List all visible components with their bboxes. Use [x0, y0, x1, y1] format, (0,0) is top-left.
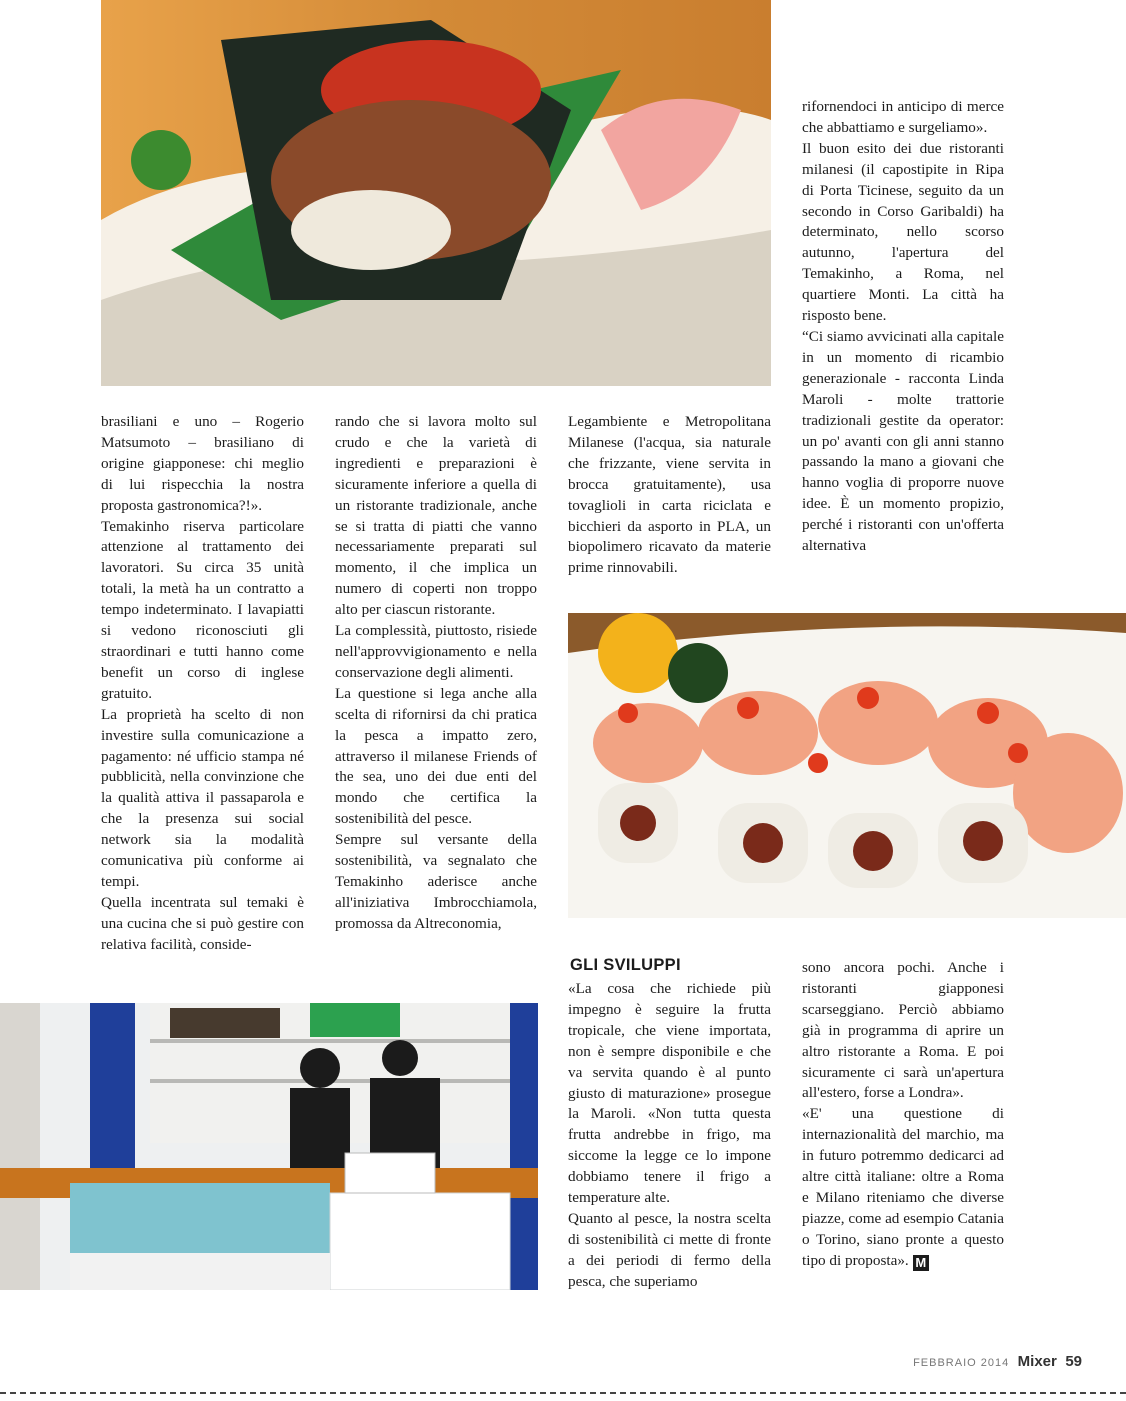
crop-line-divider	[0, 1392, 1126, 1394]
issue-date: FEBBRAIO 2014	[913, 1357, 1010, 1369]
paragraph: Quella incentrata sul temaki è una cucina che si può gestire con relativa facilità, conside-	[101, 893, 304, 953]
paragraph: «La cosa che richiede più impegno è seguire la frutta tropicale, che viene importata, non è sempre disponibile e che va servita quando è al punto giusto di maturazione» prosegue la Maroli. «Non tutta questa frutta andrebbe in frigo, ma siccome la legge ce lo impone dobbiamo tenere il frigo a temperature alte.	[568, 980, 771, 1207]
paragraph: Temakinho riserva particolare attenzione al trattamento dei lavoratori. Su circa 35 unità totali, la metà ha un contratto a tempo indeterminato. I lavapiatti si vedono riconosciuti gli straordinari e tutti hanno come benefit un corso di inglese gratuito.	[101, 517, 304, 702]
restaurant-kitchen-photo	[0, 1003, 538, 1290]
paragraph: La proprietà ha scelto di non investire sulla comunicazione a pagamento: né ufficio stampa né pubblicità, nella convinzione che la qualità attiva il passaparola e che la presenza sui social network sia la modalità comunicativa più conforme ai tempi.	[101, 705, 304, 890]
paragraph: rifornendoci in anticipo di merce che abbattiamo e surgeliamo».	[802, 98, 1004, 136]
page-number: 59	[1065, 1353, 1082, 1370]
paragraph: Legambiente e Metropolitana Milanese (l'acqua, sia naturale che frizzante, viene servita in brocca gratuitamente), usa tovaglioli in carta riciclata e bicchieri da asporto in PLA, un biopolimero ricavato da materie prime rinnovabili.	[568, 413, 771, 577]
paragraph: “Ci siamo avvicinati alla capitale in un momento di ricambio generazionale - racconta Linda Maroli - molte trattorie tradizionali gestite da operator: un po' avanti con gli anni stanno passando la mano a giovani che hanno voglia di proporre nuove idee. È un momento propizio, perché i ristoranti con un'offerta alternativa	[802, 327, 1004, 555]
paragraph: Sempre sul versante della sostenibilità, va segnalato che Temakinho aderisce anche all'iniziativa Imbrocchiamola, promossa da Altreconomia,	[335, 831, 537, 932]
article-column-1	[101, 412, 304, 956]
paragraph: La questione si lega anche alla scelta di rifornirsi da chi pratica la pesca a impatto zero, attraverso il milanese Friends of the sea, uno dei due enti del mondo che certifica la sostenibilità del pesce.	[335, 684, 537, 828]
paragraph-text: «E' una questione di internazionalità del marchio, ma in futuro potremmo dedicarci ad altre città italiane: oltre a Roma e Milano riteniamo che diverse piazze, come ad esempio Catania o Torino, siano pronte a questo tipo di proposta».	[802, 1105, 1004, 1269]
paragraph: brasiliani e uno – Rogerio Matsumoto – brasiliano di origine giapponese: chi meglio di lui rispecchia la nostra proposta gastronomica?!».	[101, 413, 304, 514]
paragraph: Quanto al pesce, la nostra scelta di sostenibilità ci mette di fronte a dei periodi di fermo della pesca, che superiamo	[568, 1209, 771, 1290]
article-column-6	[802, 958, 1004, 1272]
page-footer	[913, 1353, 1082, 1371]
sushi-rolls-photo	[568, 613, 1126, 918]
paragraph: rando che si lavora molto sul crudo e che la varietà di ingredienti e preparazioni è sicuramente inferiore a quella di un ristorante tradizionale, anche se si tratta di piatti che vanno necessariamente preparati sul momento, il che implica un numero di coperti non troppo alto per ciascun ristorante.	[335, 413, 537, 619]
article-column-4	[802, 97, 1004, 557]
paragraph: Il buon esito dei due ristoranti milanesi (il capostipite in Ripa di Porta Ticinese, seguito da un secondo in Corso Garibaldi) ha determinato, nello scorso autunno, l'apertura del Temakinho, a Roma, nel quartiere Monti. La città ha risposto bene.	[802, 139, 1004, 325]
end-mark-icon: M	[913, 1255, 929, 1271]
paragraph	[802, 1104, 1004, 1271]
article-column-2	[335, 412, 537, 935]
paragraph: sono ancora pochi. Anche i ristoranti giapponesi scarseggiano. Perciò abbiamo già in programma di aprire un altro ristorante a Roma. E poi sicuramente ci sarà un'apertura all'estero, forse a Londra».	[802, 959, 1004, 1102]
article-column-5	[568, 979, 771, 1293]
magazine-name: Mixer	[1017, 1353, 1057, 1370]
temaki-photo	[101, 0, 771, 386]
paragraph: La complessità, piuttosto, risiede nell'approvvigionamento e nella conservazione degli alimenti.	[335, 622, 537, 681]
section-heading: GLI SVILUPPI	[570, 956, 681, 974]
article-column-3	[568, 412, 771, 579]
